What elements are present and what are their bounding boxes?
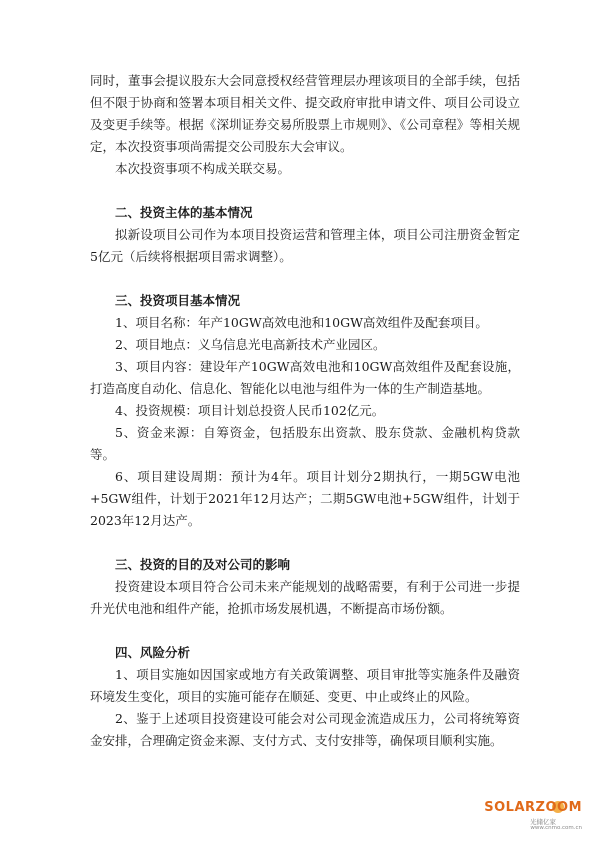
watermark-url: www.cnmo.com.cn: [530, 825, 582, 831]
list-item: 3、项目内容：建设年产10GW高效电池和10GW高效组件及配套设施，打造高度自动化、信息化、智能化以电池与组件为一体的生产制造基地。: [90, 359, 520, 396]
section-heading: 二、投资主体的基本情况: [115, 205, 253, 220]
intro-paragraph: 本次投资事项不构成关联交易。: [115, 161, 291, 176]
section-heading: 三、投资的目的及对公司的影响: [115, 557, 291, 572]
list-item: 2、项目地点：义乌信息光电高新技术产业园区。: [115, 337, 386, 352]
watermark-logo: [484, 800, 582, 831]
list-item: 4、投资规模：项目计划总投资人民币102亿元。: [115, 403, 385, 418]
watermark-subtitle: 光储亿家: [530, 818, 556, 826]
list-item: 6、项目建设周期：预计为4年。项目计划分2期执行，一期5GW电池+5GW组件，计划于2021年12月达产；二期5GW电池+5GW组件，计划于2023年12月达产。: [90, 469, 520, 528]
intro-paragraph: 同时，董事会提议股东大会同意授权经营管理层办理该项目的全部手续，包括但不限于协商和签署本项目相关文件、提交政府审批申请文件、项目公司设立及变更手续等。根据《深圳证券交易所股票上市规则》、《公司章程》等相关规定，本次投资事项尚需提交公司股东大会审议。: [90, 73, 520, 154]
watermark-logo-text: SOLARZOOM: [484, 800, 582, 815]
list-item: 1、项目实施如因国家或地方有关政策调整、项目审批等实施条件及融资环境发生变化，项目的实施可能存在顺延、变更、中止或终止的风险。: [90, 667, 520, 704]
section-heading: 四、风险分析: [115, 645, 191, 660]
document-body: [90, 70, 520, 752]
list-item: 2、鉴于上述项目投资建设可能会对公司现金流造成压力，公司将统筹资金安排，合理确定资金来源、支付方式、支付安排等，确保项目顺利实施。: [90, 711, 520, 748]
section-paragraph: 投资建设本项目符合公司未来产能规划的战略需要，有利于公司进一步提升光伏电池和组件产能，抢抓市场发展机遇，不断提高市场份额。: [90, 579, 520, 616]
section-paragraph: 拟新设项目公司作为本项目投资运营和管理主体，项目公司注册资金暂定5亿元（后续将根据项目需求调整）。: [90, 227, 520, 264]
list-item: 1、项目名称：年产10GW高效电池和10GW高效组件及配套项目。: [115, 315, 488, 330]
section-heading: 三、投资项目基本情况: [115, 293, 241, 308]
list-item: 5、资金来源：自筹资金，包括股东出资款、股东贷款、金融机构贷款等。: [90, 425, 520, 462]
